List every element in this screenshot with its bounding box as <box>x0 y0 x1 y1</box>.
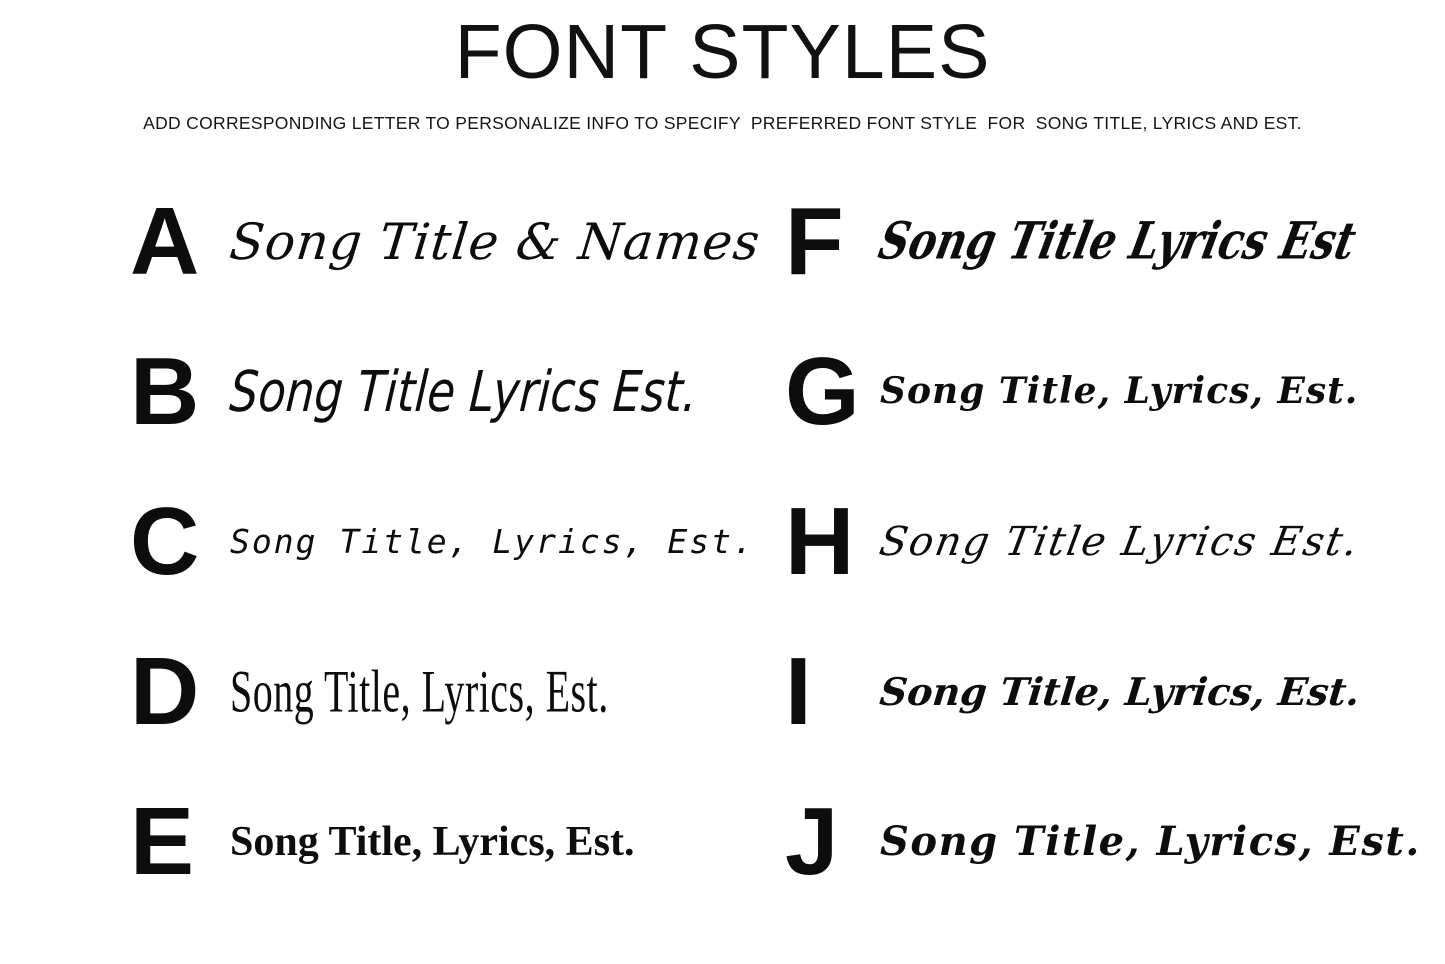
font-option-letter: C <box>130 488 200 595</box>
font-option-row-h <box>785 467 1425 617</box>
font-option-row-j <box>785 767 1425 917</box>
font-options-column-left <box>130 167 778 917</box>
page-title: FONT STYLES <box>454 9 991 95</box>
font-option-row-g <box>785 317 1425 467</box>
font-option-letter: J <box>785 788 839 895</box>
font-option-row-d <box>130 617 778 767</box>
font-option-letter: A <box>130 188 200 295</box>
font-option-letter: E <box>130 788 195 895</box>
font-sample: Song Title, Lyrics, Est. <box>880 818 1421 865</box>
font-sample: Song Title, Lyrics, Est. <box>877 669 1363 715</box>
page-subtitle: ADD CORRESPONDING LETTER TO PERSONALIZE INFO TO SPECIFY PREFERRED FONT STYLE FOR SONG TITLE, LYRICS AND EST. <box>143 113 1302 133</box>
font-option-row-a <box>130 167 778 317</box>
font-sample: Song Title & Names <box>227 212 764 271</box>
font-option-row-c <box>130 467 778 617</box>
font-sample: Song Title, Lyrics, Est. <box>230 521 755 561</box>
font-sample: Song Title, Lyrics, Est. <box>230 818 635 865</box>
font-sample: Song Title, Lyrics, Est. <box>880 370 1359 413</box>
font-option-row-f <box>785 167 1425 317</box>
font-option-letter: H <box>785 488 855 595</box>
font-option-letter: D <box>130 638 200 745</box>
font-sample: Song Title Lyrics Est. <box>875 519 1363 565</box>
font-option-row-b <box>130 317 778 467</box>
font-sample: Song Title Lyrics Est <box>873 211 1362 272</box>
font-option-letter: F <box>785 188 844 295</box>
font-option-letter: G <box>785 338 860 445</box>
font-option-row-e <box>130 767 778 917</box>
font-option-letter: B <box>130 338 200 445</box>
font-option-row-i <box>785 617 1425 767</box>
font-option-letter: I <box>785 638 812 745</box>
font-sample: Song Title, Lyrics, Est. <box>230 657 609 725</box>
font-options-column-right <box>785 167 1425 917</box>
font-sample: Song Title Lyrics Est. <box>227 358 700 425</box>
